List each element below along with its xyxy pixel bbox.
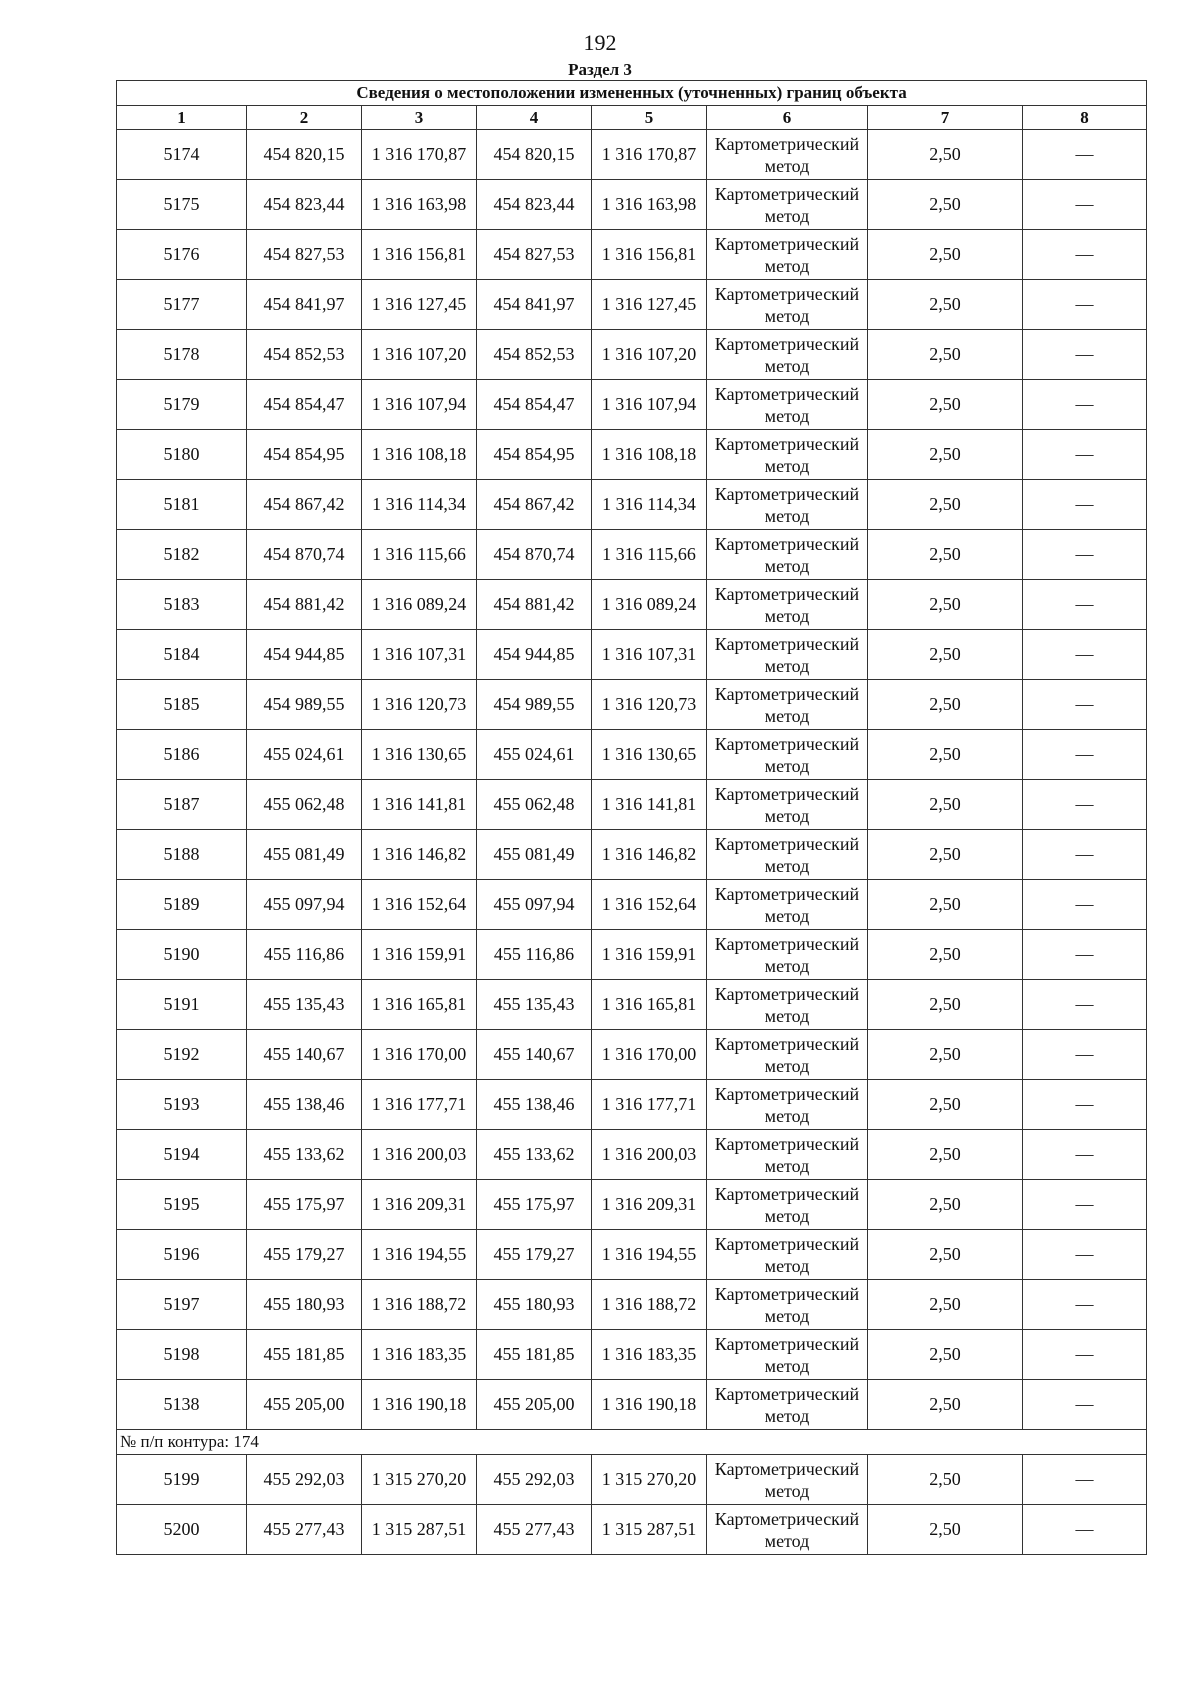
coord-x-old-cell: 455 024,61 bbox=[247, 730, 362, 780]
note-cell: — bbox=[1023, 380, 1147, 430]
accuracy-cell: 2,50 bbox=[868, 230, 1023, 280]
coord-y-new-cell: 1 316 194,55 bbox=[592, 1230, 707, 1280]
note-cell: — bbox=[1023, 330, 1147, 380]
coord-y-old-cell: 1 316 159,91 bbox=[362, 930, 477, 980]
coord-x-new-cell: 455 024,61 bbox=[477, 730, 592, 780]
coord-y-old-cell: 1 316 120,73 bbox=[362, 680, 477, 730]
coord-x-new-cell: 454 881,42 bbox=[477, 580, 592, 630]
point-number-cell: 5194 bbox=[117, 1130, 247, 1180]
section-title: Раздел 3 bbox=[568, 60, 632, 79]
note-cell: — bbox=[1023, 530, 1147, 580]
coord-y-old-cell: 1 316 156,81 bbox=[362, 230, 477, 280]
coord-x-old-cell: 454 827,53 bbox=[247, 230, 362, 280]
table-row bbox=[117, 930, 1147, 980]
coord-x-new-cell: 455 135,43 bbox=[477, 980, 592, 1030]
coord-y-new-cell: 1 316 146,82 bbox=[592, 830, 707, 880]
note-cell: — bbox=[1023, 930, 1147, 980]
table-row bbox=[117, 1230, 1147, 1280]
coord-y-new-cell: 1 316 200,03 bbox=[592, 1130, 707, 1180]
coord-y-old-cell: 1 316 089,24 bbox=[362, 580, 477, 630]
coord-x-new-cell: 454 841,97 bbox=[477, 280, 592, 330]
accuracy-cell: 2,50 bbox=[868, 1280, 1023, 1330]
coord-x-old-cell: 455 140,67 bbox=[247, 1030, 362, 1080]
coord-y-new-cell: 1 316 114,34 bbox=[592, 480, 707, 530]
table-row bbox=[117, 630, 1147, 680]
coord-y-old-cell: 1 315 270,20 bbox=[362, 1455, 477, 1505]
coord-y-old-cell: 1 316 165,81 bbox=[362, 980, 477, 1030]
column-header: 3 bbox=[362, 106, 477, 130]
point-number-cell: 5195 bbox=[117, 1180, 247, 1230]
coord-x-new-cell: 454 854,95 bbox=[477, 430, 592, 480]
note-cell: — bbox=[1023, 880, 1147, 930]
note-cell: — bbox=[1023, 1455, 1147, 1505]
method-cell: Картометрический метод bbox=[707, 380, 868, 430]
note-cell: — bbox=[1023, 230, 1147, 280]
table-row bbox=[117, 1030, 1147, 1080]
column-header: 4 bbox=[477, 106, 592, 130]
coord-x-old-cell: 455 138,46 bbox=[247, 1080, 362, 1130]
coord-x-old-cell: 454 989,55 bbox=[247, 680, 362, 730]
method-cell: Картометрический метод bbox=[707, 1455, 868, 1505]
method-cell: Картометрический метод bbox=[707, 1280, 868, 1330]
coord-x-new-cell: 454 944,85 bbox=[477, 630, 592, 680]
accuracy-cell: 2,50 bbox=[868, 1080, 1023, 1130]
coord-y-old-cell: 1 316 130,65 bbox=[362, 730, 477, 780]
method-cell: Картометрический метод bbox=[707, 1505, 868, 1555]
coord-x-new-cell: 454 854,47 bbox=[477, 380, 592, 430]
method-cell: Картометрический метод bbox=[707, 280, 868, 330]
point-number-cell: 5200 bbox=[117, 1505, 247, 1555]
table-row bbox=[117, 480, 1147, 530]
method-cell: Картометрический метод bbox=[707, 630, 868, 680]
method-cell: Картометрический метод bbox=[707, 330, 868, 380]
coord-y-old-cell: 1 316 107,31 bbox=[362, 630, 477, 680]
coord-y-new-cell: 1 315 270,20 bbox=[592, 1455, 707, 1505]
method-cell: Картометрический метод bbox=[707, 980, 868, 1030]
point-number-cell: 5174 bbox=[117, 130, 247, 180]
coord-y-old-cell: 1 316 170,00 bbox=[362, 1030, 477, 1080]
table-row bbox=[117, 980, 1147, 1030]
note-cell: — bbox=[1023, 780, 1147, 830]
column-header: 7 bbox=[868, 106, 1023, 130]
point-number-cell: 5177 bbox=[117, 280, 247, 330]
table-row bbox=[117, 330, 1147, 380]
accuracy-cell: 2,50 bbox=[868, 430, 1023, 480]
table-row bbox=[117, 130, 1147, 180]
method-cell: Картометрический метод bbox=[707, 1380, 868, 1430]
coord-y-old-cell: 1 316 170,87 bbox=[362, 130, 477, 180]
point-number-cell: 5176 bbox=[117, 230, 247, 280]
note-cell: — bbox=[1023, 1080, 1147, 1130]
method-cell: Картометрический метод bbox=[707, 930, 868, 980]
coord-x-old-cell: 454 852,53 bbox=[247, 330, 362, 380]
method-cell: Картометрический метод bbox=[707, 430, 868, 480]
table-row bbox=[117, 1505, 1147, 1555]
table-row bbox=[117, 1330, 1147, 1380]
coord-x-new-cell: 455 097,94 bbox=[477, 880, 592, 930]
coord-x-old-cell: 455 180,93 bbox=[247, 1280, 362, 1330]
accuracy-cell: 2,50 bbox=[868, 330, 1023, 380]
note-cell: — bbox=[1023, 1505, 1147, 1555]
note-cell: — bbox=[1023, 680, 1147, 730]
note-cell: — bbox=[1023, 630, 1147, 680]
boundary-table bbox=[116, 80, 1147, 1555]
point-number-cell: 5188 bbox=[117, 830, 247, 880]
coord-x-old-cell: 455 175,97 bbox=[247, 1180, 362, 1230]
method-cell: Картометрический метод bbox=[707, 580, 868, 630]
coord-x-new-cell: 454 823,44 bbox=[477, 180, 592, 230]
coord-x-old-cell: 454 854,95 bbox=[247, 430, 362, 480]
table-row bbox=[117, 1280, 1147, 1330]
table-row bbox=[117, 280, 1147, 330]
point-number-cell: 5181 bbox=[117, 480, 247, 530]
table-row bbox=[117, 180, 1147, 230]
coord-x-old-cell: 455 116,86 bbox=[247, 930, 362, 980]
coord-x-old-cell: 454 867,42 bbox=[247, 480, 362, 530]
coord-y-new-cell: 1 316 170,87 bbox=[592, 130, 707, 180]
coord-x-new-cell: 455 180,93 bbox=[477, 1280, 592, 1330]
method-cell: Картометрический метод bbox=[707, 1230, 868, 1280]
coord-y-old-cell: 1 316 141,81 bbox=[362, 780, 477, 830]
coord-x-old-cell: 455 292,03 bbox=[247, 1455, 362, 1505]
point-number-cell: 5192 bbox=[117, 1030, 247, 1080]
accuracy-cell: 2,50 bbox=[868, 930, 1023, 980]
coord-y-new-cell: 1 316 120,73 bbox=[592, 680, 707, 730]
note-cell: — bbox=[1023, 280, 1147, 330]
coord-y-old-cell: 1 316 163,98 bbox=[362, 180, 477, 230]
coord-x-old-cell: 455 062,48 bbox=[247, 780, 362, 830]
accuracy-cell: 2,50 bbox=[868, 1130, 1023, 1180]
column-header: 5 bbox=[592, 106, 707, 130]
coord-x-new-cell: 455 062,48 bbox=[477, 780, 592, 830]
coord-x-new-cell: 454 870,74 bbox=[477, 530, 592, 580]
coord-y-new-cell: 1 316 130,65 bbox=[592, 730, 707, 780]
table-row bbox=[117, 430, 1147, 480]
note-cell: — bbox=[1023, 830, 1147, 880]
note-cell: — bbox=[1023, 980, 1147, 1030]
accuracy-cell: 2,50 bbox=[868, 530, 1023, 580]
table-row bbox=[117, 880, 1147, 930]
note-cell: — bbox=[1023, 1180, 1147, 1230]
method-cell: Картометрический метод bbox=[707, 1130, 868, 1180]
note-cell: — bbox=[1023, 1030, 1147, 1080]
coord-y-new-cell: 1 316 183,35 bbox=[592, 1330, 707, 1380]
coord-x-new-cell: 454 827,53 bbox=[477, 230, 592, 280]
coord-y-new-cell: 1 316 209,31 bbox=[592, 1180, 707, 1230]
coord-x-old-cell: 454 881,42 bbox=[247, 580, 362, 630]
coord-x-new-cell: 455 138,46 bbox=[477, 1080, 592, 1130]
contour-row bbox=[117, 1430, 1147, 1455]
table-row bbox=[117, 730, 1147, 780]
coord-y-old-cell: 1 315 287,51 bbox=[362, 1505, 477, 1555]
coord-x-old-cell: 455 133,62 bbox=[247, 1130, 362, 1180]
coord-y-new-cell: 1 315 287,51 bbox=[592, 1505, 707, 1555]
column-header: 8 bbox=[1023, 106, 1147, 130]
coord-x-old-cell: 454 944,85 bbox=[247, 630, 362, 680]
coord-x-old-cell: 455 181,85 bbox=[247, 1330, 362, 1380]
coord-y-new-cell: 1 316 141,81 bbox=[592, 780, 707, 830]
coord-y-new-cell: 1 316 107,94 bbox=[592, 380, 707, 430]
accuracy-cell: 2,50 bbox=[868, 1230, 1023, 1280]
table-body bbox=[117, 81, 1147, 1555]
method-cell: Картометрический метод bbox=[707, 1330, 868, 1380]
table-title: Сведения о местоположении измененных (уточненных) границ объекта bbox=[117, 81, 1147, 106]
method-cell: Картометрический метод bbox=[707, 1180, 868, 1230]
coord-x-new-cell: 454 820,15 bbox=[477, 130, 592, 180]
coord-x-new-cell: 454 989,55 bbox=[477, 680, 592, 730]
coord-y-new-cell: 1 316 156,81 bbox=[592, 230, 707, 280]
point-number-cell: 5179 bbox=[117, 380, 247, 430]
coord-x-new-cell: 455 277,43 bbox=[477, 1505, 592, 1555]
coord-y-new-cell: 1 316 115,66 bbox=[592, 530, 707, 580]
point-number-cell: 5197 bbox=[117, 1280, 247, 1330]
method-cell: Картометрический метод bbox=[707, 230, 868, 280]
coord-x-new-cell: 455 205,00 bbox=[477, 1380, 592, 1430]
note-cell: — bbox=[1023, 130, 1147, 180]
coord-y-old-cell: 1 316 107,94 bbox=[362, 380, 477, 430]
coord-x-old-cell: 455 205,00 bbox=[247, 1380, 362, 1430]
coord-y-old-cell: 1 316 146,82 bbox=[362, 830, 477, 880]
coord-y-new-cell: 1 316 177,71 bbox=[592, 1080, 707, 1130]
point-number-cell: 5191 bbox=[117, 980, 247, 1030]
column-header: 1 bbox=[117, 106, 247, 130]
point-number-cell: 5198 bbox=[117, 1330, 247, 1380]
coord-y-old-cell: 1 316 200,03 bbox=[362, 1130, 477, 1180]
coord-y-new-cell: 1 316 107,31 bbox=[592, 630, 707, 680]
method-cell: Картометрический метод bbox=[707, 680, 868, 730]
method-cell: Картометрический метод bbox=[707, 1080, 868, 1130]
accuracy-cell: 2,50 bbox=[868, 580, 1023, 630]
coord-y-old-cell: 1 316 190,18 bbox=[362, 1380, 477, 1430]
coord-y-new-cell: 1 316 163,98 bbox=[592, 180, 707, 230]
point-number-cell: 5184 bbox=[117, 630, 247, 680]
method-cell: Картометрический метод bbox=[707, 880, 868, 930]
coord-y-old-cell: 1 316 209,31 bbox=[362, 1180, 477, 1230]
coord-x-old-cell: 454 870,74 bbox=[247, 530, 362, 580]
point-number-cell: 5196 bbox=[117, 1230, 247, 1280]
point-number-cell: 5199 bbox=[117, 1455, 247, 1505]
page-number: 192 bbox=[583, 30, 617, 55]
note-cell: — bbox=[1023, 1130, 1147, 1180]
coord-x-new-cell: 455 181,85 bbox=[477, 1330, 592, 1380]
accuracy-cell: 2,50 bbox=[868, 180, 1023, 230]
accuracy-cell: 2,50 bbox=[868, 1455, 1023, 1505]
accuracy-cell: 2,50 bbox=[868, 480, 1023, 530]
point-number-cell: 5178 bbox=[117, 330, 247, 380]
coord-y-old-cell: 1 316 108,18 bbox=[362, 430, 477, 480]
point-number-cell: 5183 bbox=[117, 580, 247, 630]
note-cell: — bbox=[1023, 1380, 1147, 1430]
coord-y-old-cell: 1 316 188,72 bbox=[362, 1280, 477, 1330]
accuracy-cell: 2,50 bbox=[868, 730, 1023, 780]
point-number-cell: 5185 bbox=[117, 680, 247, 730]
coord-x-new-cell: 455 081,49 bbox=[477, 830, 592, 880]
method-cell: Картометрический метод bbox=[707, 1030, 868, 1080]
point-number-cell: 5189 bbox=[117, 880, 247, 930]
table-row bbox=[117, 680, 1147, 730]
coord-y-new-cell: 1 316 165,81 bbox=[592, 980, 707, 1030]
coord-y-new-cell: 1 316 188,72 bbox=[592, 1280, 707, 1330]
method-cell: Картометрический метод bbox=[707, 730, 868, 780]
note-cell: — bbox=[1023, 430, 1147, 480]
coord-x-old-cell: 455 135,43 bbox=[247, 980, 362, 1030]
point-number-cell: 5186 bbox=[117, 730, 247, 780]
point-number-cell: 5138 bbox=[117, 1380, 247, 1430]
accuracy-cell: 2,50 bbox=[868, 380, 1023, 430]
table-row bbox=[117, 580, 1147, 630]
point-number-cell: 5190 bbox=[117, 930, 247, 980]
note-cell: — bbox=[1023, 1280, 1147, 1330]
coord-y-new-cell: 1 316 170,00 bbox=[592, 1030, 707, 1080]
coord-x-old-cell: 455 277,43 bbox=[247, 1505, 362, 1555]
column-header: 6 bbox=[707, 106, 868, 130]
table-row bbox=[117, 1455, 1147, 1505]
coord-y-new-cell: 1 316 127,45 bbox=[592, 280, 707, 330]
point-number-cell: 5187 bbox=[117, 780, 247, 830]
method-cell: Картометрический метод bbox=[707, 530, 868, 580]
table-row bbox=[117, 230, 1147, 280]
coord-y-new-cell: 1 316 108,18 bbox=[592, 430, 707, 480]
table-row bbox=[117, 380, 1147, 430]
accuracy-cell: 2,50 bbox=[868, 1330, 1023, 1380]
coord-y-new-cell: 1 316 089,24 bbox=[592, 580, 707, 630]
method-cell: Картометрический метод bbox=[707, 130, 868, 180]
coord-x-new-cell: 455 175,97 bbox=[477, 1180, 592, 1230]
accuracy-cell: 2,50 bbox=[868, 1030, 1023, 1080]
method-cell: Картометрический метод bbox=[707, 480, 868, 530]
coord-y-new-cell: 1 316 159,91 bbox=[592, 930, 707, 980]
coord-y-old-cell: 1 316 152,64 bbox=[362, 880, 477, 930]
point-number-cell: 5182 bbox=[117, 530, 247, 580]
coord-y-new-cell: 1 316 190,18 bbox=[592, 1380, 707, 1430]
coord-y-new-cell: 1 316 107,20 bbox=[592, 330, 707, 380]
accuracy-cell: 2,50 bbox=[868, 680, 1023, 730]
table-title-row bbox=[117, 81, 1147, 106]
coord-y-old-cell: 1 316 114,34 bbox=[362, 480, 477, 530]
coord-y-new-cell: 1 316 152,64 bbox=[592, 880, 707, 930]
note-cell: — bbox=[1023, 730, 1147, 780]
method-cell: Картометрический метод bbox=[707, 830, 868, 880]
coord-x-old-cell: 454 841,97 bbox=[247, 280, 362, 330]
coord-y-old-cell: 1 316 127,45 bbox=[362, 280, 477, 330]
coord-x-old-cell: 455 097,94 bbox=[247, 880, 362, 930]
accuracy-cell: 2,50 bbox=[868, 880, 1023, 930]
coord-x-new-cell: 455 116,86 bbox=[477, 930, 592, 980]
note-cell: — bbox=[1023, 1330, 1147, 1380]
note-cell: — bbox=[1023, 1230, 1147, 1280]
table-row bbox=[117, 530, 1147, 580]
coord-x-new-cell: 455 292,03 bbox=[477, 1455, 592, 1505]
point-number-cell: 5193 bbox=[117, 1080, 247, 1130]
coord-y-old-cell: 1 316 183,35 bbox=[362, 1330, 477, 1380]
table-row bbox=[117, 780, 1147, 830]
accuracy-cell: 2,50 bbox=[868, 780, 1023, 830]
accuracy-cell: 2,50 bbox=[868, 630, 1023, 680]
table-row bbox=[117, 1080, 1147, 1130]
coord-x-new-cell: 454 852,53 bbox=[477, 330, 592, 380]
coord-x-old-cell: 455 081,49 bbox=[247, 830, 362, 880]
contour-label: № п/п контура: 174 bbox=[117, 1430, 1147, 1455]
accuracy-cell: 2,50 bbox=[868, 1505, 1023, 1555]
point-number-cell: 5175 bbox=[117, 180, 247, 230]
method-cell: Картометрический метод bbox=[707, 780, 868, 830]
accuracy-cell: 2,50 bbox=[868, 830, 1023, 880]
coord-x-old-cell: 454 854,47 bbox=[247, 380, 362, 430]
coord-y-old-cell: 1 316 107,20 bbox=[362, 330, 477, 380]
table-row bbox=[117, 1180, 1147, 1230]
column-header-row bbox=[117, 106, 1147, 130]
accuracy-cell: 2,50 bbox=[868, 130, 1023, 180]
note-cell: — bbox=[1023, 480, 1147, 530]
coord-x-new-cell: 455 140,67 bbox=[477, 1030, 592, 1080]
method-cell: Картометрический метод bbox=[707, 180, 868, 230]
accuracy-cell: 2,50 bbox=[868, 280, 1023, 330]
note-cell: — bbox=[1023, 180, 1147, 230]
accuracy-cell: 2,50 bbox=[868, 1380, 1023, 1430]
coord-x-old-cell: 454 820,15 bbox=[247, 130, 362, 180]
coord-x-old-cell: 455 179,27 bbox=[247, 1230, 362, 1280]
point-number-cell: 5180 bbox=[117, 430, 247, 480]
accuracy-cell: 2,50 bbox=[868, 980, 1023, 1030]
coord-y-old-cell: 1 316 115,66 bbox=[362, 530, 477, 580]
coord-x-new-cell: 455 133,62 bbox=[477, 1130, 592, 1180]
accuracy-cell: 2,50 bbox=[868, 1180, 1023, 1230]
note-cell: — bbox=[1023, 580, 1147, 630]
coord-x-new-cell: 455 179,27 bbox=[477, 1230, 592, 1280]
column-header: 2 bbox=[247, 106, 362, 130]
table-row bbox=[117, 1380, 1147, 1430]
coord-y-old-cell: 1 316 177,71 bbox=[362, 1080, 477, 1130]
coord-x-new-cell: 454 867,42 bbox=[477, 480, 592, 530]
table-row bbox=[117, 1130, 1147, 1180]
coord-y-old-cell: 1 316 194,55 bbox=[362, 1230, 477, 1280]
table-row bbox=[117, 830, 1147, 880]
coord-x-old-cell: 454 823,44 bbox=[247, 180, 362, 230]
